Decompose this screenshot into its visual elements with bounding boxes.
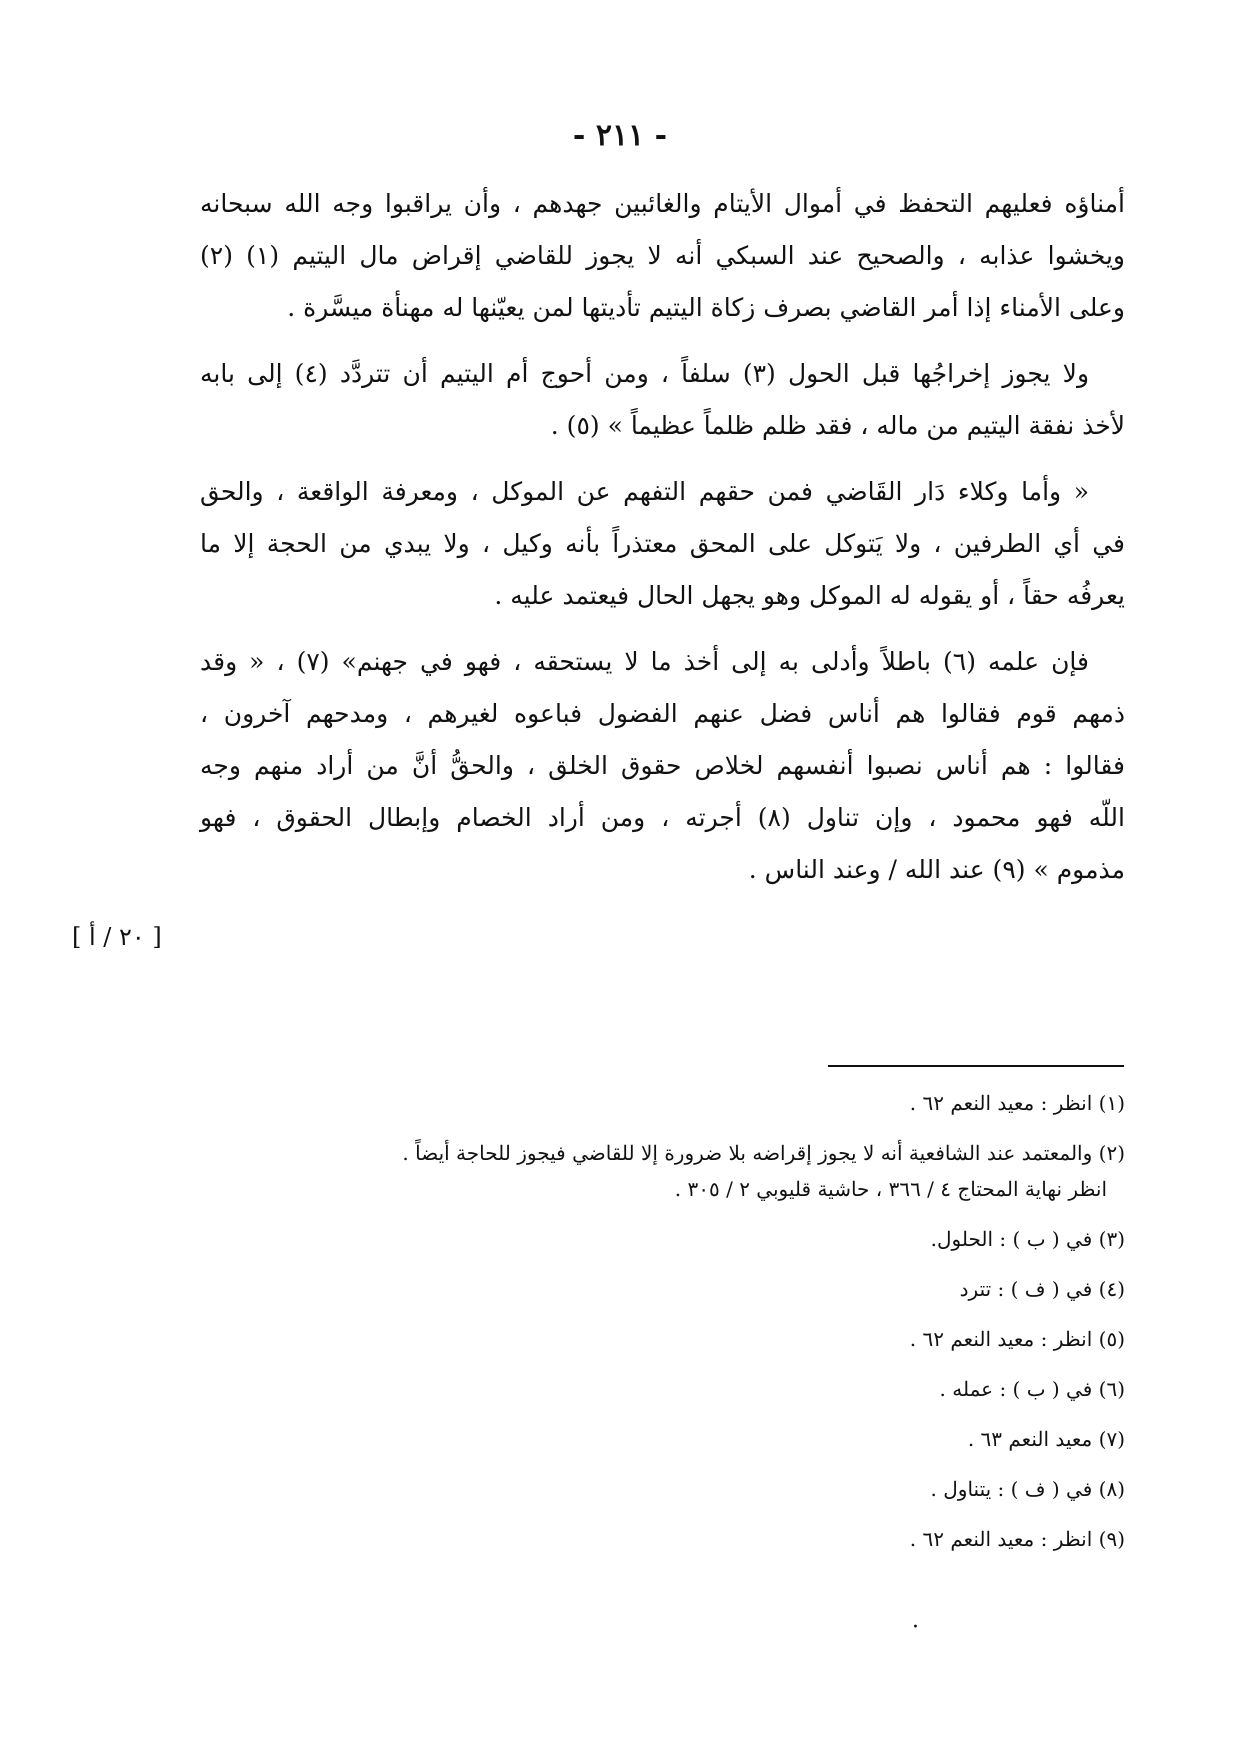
footnote: (٩) انظر : معيد النعم ٦٢ .: [909, 1527, 1125, 1551]
text-line: لأخذ نفقة اليتيم من ماله ، فقد ظلم ظلماً عظيماً » (٥) .: [550, 411, 1125, 440]
footnote-continuation: انظر نهاية المحتاج ٤ / ٣٦٦ ، حاشية قليوبي ٢ / ٣٠٥ .: [674, 1177, 1107, 1201]
text-line: يعرفُه حقاً ، أو يقوله له الموكل وهو يجهل الحال فيعتمد عليه .: [494, 581, 1125, 610]
footnotes: [240, 1090, 1125, 1576]
paragraph: [200, 178, 1125, 334]
footnote: (١) انظر : معيد النعم ٦٢ .: [909, 1091, 1125, 1115]
text-line: أمناؤه فعليهم التحفظ في أموال الأيتام والغائبين جهدهم ، وأن يراقبوا وجه الله سبحانه: [200, 189, 1125, 218]
text-line: وعلى الأمناء إذا أمر القاضي بصرف زكاة اليتيم تأديتها لمن يعيّنها له مهنأة ميسَّرة .: [287, 293, 1125, 322]
paragraph: [200, 466, 1125, 622]
footnote-separator: [828, 1065, 1124, 1067]
text-line: مذموم » (٩) عند الله / وعند الناس .: [748, 855, 1125, 884]
text-line: فقالوا : هم أناس نصبوا أنفسهم لخلاص حقوق الخلق ، والحقُّ أنَّ من أراد منهم وجه: [200, 751, 1125, 780]
page-number: - ٢١١ -: [572, 118, 668, 153]
footnote: (٤) في ( ف ) : تترد: [959, 1277, 1125, 1301]
text-line: فإن علمه (٦) باطلاً وأدلى به إلى أخذ ما لا يستحقه ، فهو في جهنم» (٧) ، « وقد: [200, 647, 1089, 676]
paragraph: [200, 348, 1125, 452]
folio-margin-note: [ ٢٠ / أ ]: [72, 923, 162, 951]
text-line: ولا يجوز إخراجُها قبل الحول (٣) سلفاً ، ومن أحوج أم اليتيم أن تتردَّد (٤) إلى بابه: [200, 359, 1090, 388]
footnote: (٥) انظر : معيد النعم ٦٢ .: [909, 1327, 1125, 1351]
footnote: (٢) والمعتمد عند الشافعية أنه لا يجوز إقراضه بلا ضرورة إلا للقاضي فيجوز للحاجة أيضاً .: [402, 1141, 1125, 1165]
text-line: في أي الطرفين ، ولا يَتوكل على المحق معتذراً بأنه وكيل ، ولا يبدي من الحجة إلا ما: [200, 529, 1125, 558]
main-text: [200, 178, 1125, 910]
scan-speck: ·: [912, 1615, 919, 1640]
footnote: (٦) في ( ب ) : عمله .: [939, 1377, 1125, 1401]
paragraph: [200, 636, 1125, 896]
footnote: (٨) في ( ف ) : يتناول .: [930, 1477, 1125, 1501]
text-line: « وأما وكلاء دَار القَاضي فمن حقهم التفهم عن الموكل ، ومعرفة الواقعة ، والحق: [200, 477, 1089, 506]
footnote: (٧) معيد النعم ٦٣ .: [967, 1427, 1125, 1451]
footnote: (٣) في ( ب ) : الحلول.: [930, 1227, 1125, 1251]
text-line: ويخشوا عذابه ، والصحيح عند السبكي أنه لا يجوز للقاضي إقراض مال اليتيم (١) (٢): [200, 241, 1125, 270]
text-line: ذمهم قوم فقالوا هم أناس فضل عنهم الفضول فباعوه لغيرهم ، ومدحهم آخرون ،: [200, 699, 1125, 728]
text-line: اللّه فهو محمود ، وإن تناول (٨) أجرته ، ومن أراد الخصام وإبطال الحقوق ، فهو: [200, 803, 1125, 832]
